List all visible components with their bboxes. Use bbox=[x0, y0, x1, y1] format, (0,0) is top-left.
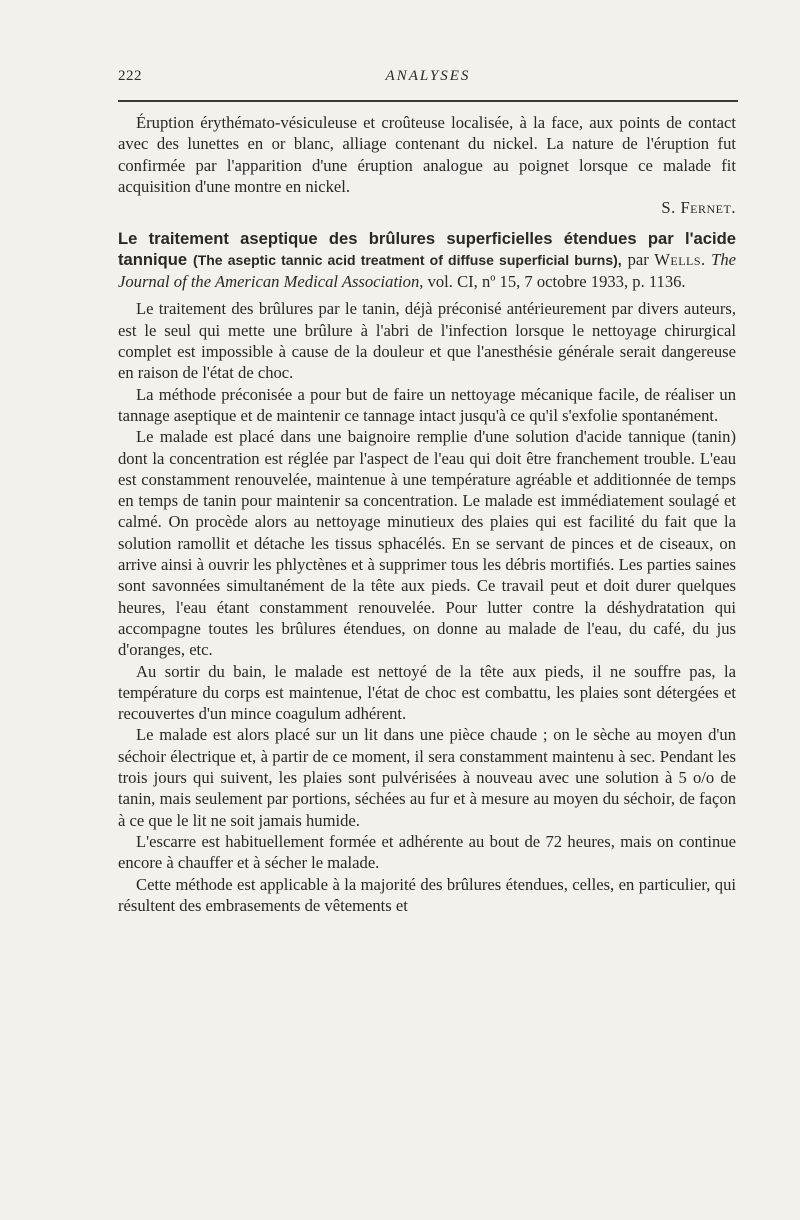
page-body bbox=[118, 112, 736, 916]
page-number: 222 bbox=[118, 68, 142, 84]
article-paragraph: La méthode préconisée a pour but de faire un nettoyage mécanique facile, de réaliser un tannage aseptique et de maintenir ce tannage intact jusqu'à ce qu'il s'exfolie spontanément. bbox=[118, 384, 736, 425]
article-paragraph: Le malade est placé dans une baignoire remplie d'une solution d'acide tannique (tanin) dont la concentration est réglée par l'aspect de l'eau qui doit être franchement trouble. L'eau est constamment renouvelée, maintenue à une température agréable et additionnée de temps en temps de tanin pour maintenir sa concentration. Le malade est immédiatement soulagé et calmé. On procède alors au nettoyage minutieux des plaies qui est facilité du fait que la solution ramollit et détache les tissus sphacélés. En se servant de pinces et de ciseaux, on arrive ainsi à ouvrir les phlyctènes et à supprimer tous les débris mortifiés. Les parties saines sont savonnées simultanément de la tête aux pieds. Ce travail peut et doit durer quelques heures, l'eau étant constamment renouvelée. Pour lutter contre la déshydratation qui accompagne toutes les brûlures étendues, on donne au malade de l'eau, du café, du jus d'oranges, etc. bbox=[118, 427, 736, 660]
page-header bbox=[118, 68, 738, 90]
journal-name: The Journal of the American Medical Association, bbox=[118, 250, 736, 292]
article-title: Le traitement aseptique des brûlures superficielles étendues par l'acide tannique bbox=[118, 229, 736, 270]
article-paragraph: Cette méthode est applicable à la majorité des brûlures étendues, celles, en particulier, qui résultent des embrasements de vêtements et bbox=[118, 874, 736, 915]
article-paragraph: L'escarre est habituellement formée et adhérente au bout de 72 heures, mais on continue encore à chauffer et à sécher le malade. bbox=[118, 831, 736, 873]
prev-article-text: Éruption érythémato-vésiculeuse et croûteuse localisée, à la face, aux points de contact avec des lunettes en or blanc, alliage contenant du nickel. La nature de l'éruption fut confirmée par l'apparition d'une éruption analogue au poignet lorsque ce malade fit acquisition d'une montre en nickel. bbox=[118, 113, 736, 196]
article-paragraph: Le malade est alors placé sur un lit dans une pièce chaude ; on le sèche au moyen d'un séchoir électrique et, à partir de ce moment, il sera constamment maintenu à sec. Pendant les trois jours qui suivent, les plaies sont pulvérisées à nouveau avec une solution à 5 o/o de tanin, mais seulement par portions, séchées au fur et à mesure au moyen du séchoir, de façon à ce que le lit ne soit jamais humide. bbox=[118, 725, 736, 830]
article-paragraph: Le traitement des brûlures par le tanin, déjà préconisé antérieurement par divers auteurs, est le seul qui mette une brûlure à l'abri de l'infection lorsque le nettoyage chirurgical complet est impossible à cause de la douleur et que l'anesthésie générale serait dangereuse en raison de l'état de choc. bbox=[118, 299, 736, 383]
author-prefix: par bbox=[627, 250, 649, 270]
article-translated-title: (The aseptic tannic acid treatment of diffuse superficial burns), bbox=[193, 252, 622, 269]
journal-reference: vol. CI, nº 15, 7 octobre 1933, p. 1136. bbox=[427, 272, 686, 292]
prev-article-signature: S. Fernet. bbox=[661, 198, 736, 218]
article-paragraph: Au sortir du bain, le malade est nettoyé de la tête aux pieds, il ne souffre pas, la température du corps est maintenue, l'état de choc est combattu, les plaies sont détergées et recouvertes d'un mince coagulum adhérent. bbox=[118, 661, 736, 724]
running-head: ANALYSES bbox=[385, 68, 471, 84]
article-author: Wells. bbox=[654, 250, 706, 270]
header-rule bbox=[118, 100, 738, 102]
article-heading bbox=[118, 228, 736, 292]
